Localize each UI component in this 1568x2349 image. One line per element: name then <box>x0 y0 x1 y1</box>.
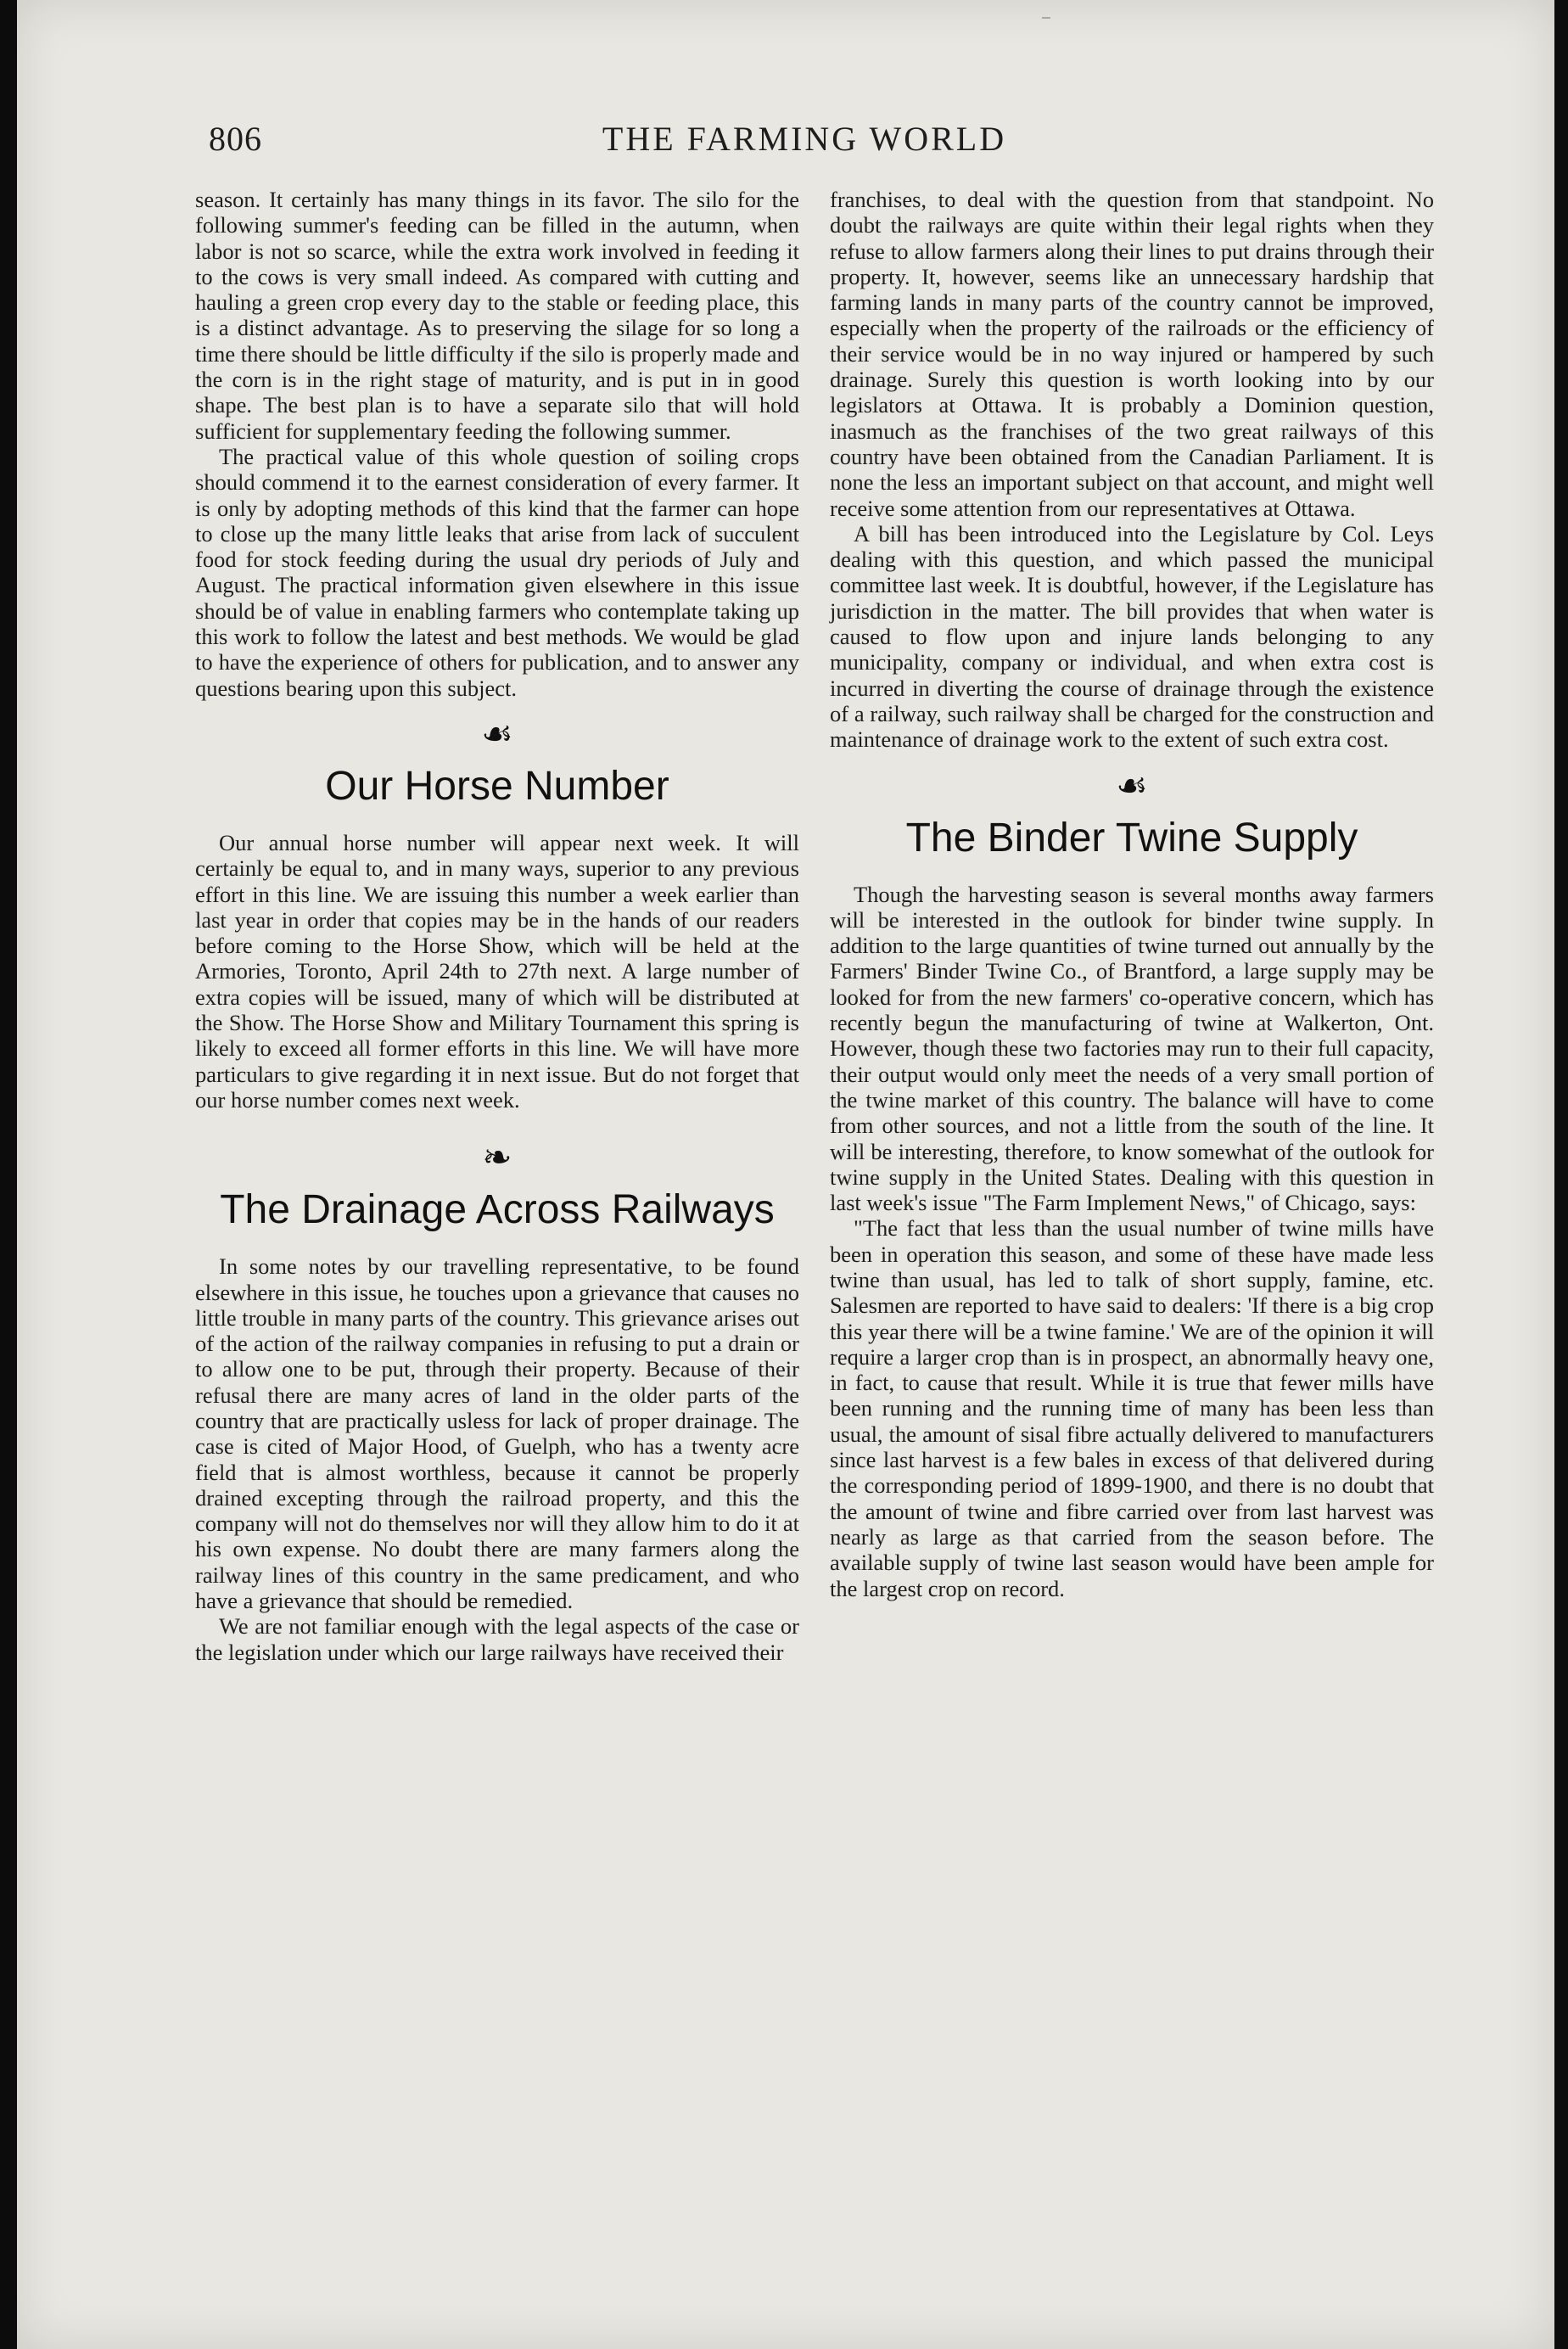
paragraph: Our annual horse number will appear next week. It will certainly be equal to, and in many ways, superior to any previous effort in this line. We are issuing this number a week earlier than last year in order that copies may be in the hands of our readers before coming to the Horse Show, which will be held at the Armories, Toronto, April 24th to 27th next. A large number of extra copies will be issued, many of which will be distributed at the Show. The Horse Show and Military Tournament this spring is likely to exceed all former efforts in this line. We will have more particulars to give regarding it in next issue. But do not forget that our horse number comes next week. <box>195 829 799 1113</box>
scan-artifact <box>1042 17 1050 19</box>
paragraph: We are not familiar enough with the legal aspects of the case or the legislation under which our large railways have received their <box>195 1613 799 1665</box>
paragraph: In some notes by our travelling representative, to be found elsewhere in this issue, he touches upon a grievance that causes no little trouble in many parts of the country. This grievance arises out of the action of the railway companies in refusing to put a drain or to allow one to be put, through their property. Because of their refusal there are many acres of land in the older parts of the country that are practically usless for lack of proper drainage. The case is cited of Major Hood, of Guelph, who has a twenty acre field that is almost worthless, because it cannot be properly drained excepting through the railroad property, and this the company will not do themselves nor will they allow him to do it at his own expense. No doubt there are many farmers along the railway lines of this country in the same predicament, and who have a grievance that should be remedied. <box>195 1253 799 1614</box>
page-number: 806 <box>209 120 262 158</box>
paragraph: The practical value of this whole question of soiling crops should commend it to the earnest consideration of every farmer. It is only by adopting methods of this kind that the farmer can hope to close up the many little leaks that arise from lack of succulent food for stock feeding during the usual dry periods of July and August. The practical information given elsewhere in this issue should be of value in enabling farmers who contemplate taking up this work to follow the latest and best methods. We would be glad to have the experience of others for publication, and to answer any questions bearing upon this subject. <box>195 443 799 701</box>
paragraph: "The fact that less than the usual number of twine mills have been in operation this season, and some of these have made less twine than usual, has led to talk of short supply, famine, etc. Salesmen are reported to have said to dealers: 'If there is a big crop this year there will be a twine famine.' We are of the opinion it will require a larger crop than is in prospect, an abnormally heavy one, in fact, to cause that result. While it is true that fewer mills have been running and the running time of many has been less than usual, the amount of sisal fibre actually delivered to manufacturers since last harvest is a few bales in excess of that delivered during the corresponding period of 1899-1900, and there is no doubt that the amount of twine and fibre carried over from last harvest was nearly as large as that carried from the season before. The available supply of twine last season would have been ample for the largest crop on record. <box>830 1215 1434 1601</box>
paragraph: season. It certainly has many things in its favor. The silo for the following summer's feeding can be filled in the autumn, when labor is not so scarce, while the extra work involved in feeding it to the cows is very small indeed. As compared with cutting and hauling a green crop every day to the stable or feeding place, this is a distinct advantage. As to preserving the silage for so long a time there should be little difficulty if the silo is properly made and the corn is in the right stage of maturity, and is put in in good shape. The best plan is to have a separate silo that will hold sufficient for supplementary feeding the following summer. <box>195 187 799 444</box>
headline-binder-twine: The Binder Twine Supply <box>905 815 1358 861</box>
headline-drainage: The Drainage Across Railways <box>220 1187 775 1233</box>
headline-horse-number: Our Horse Number <box>325 763 669 809</box>
left-column <box>195 187 799 1665</box>
ornament-icon: ❧ <box>482 1139 512 1179</box>
newspaper-page <box>17 0 1554 2349</box>
paragraph: franchises, to deal with the question from that standpoint. No doubt the railways are quite within their legal rights when they refuse to allow farmers along their lines to put drains through their property. It, however, seems like an unnecessary hardship that farming lands in many parts of the country cannot be improved, especially when the property of the railroads or the efficiency of their service would be in no way injured or hampered by such drainage. Surely this question is worth looking into by our legislators at Ottawa. It is probably a Dominion question, inasmuch as the franchises of the two great railways of this country have been obtained from the Canadian Parliament. It is none the less an important subject on that account, and might well receive some attention from our representatives at Ottawa. <box>830 187 1434 521</box>
paragraph: A bill has been introduced into the Legislature by Col. Leys dealing with this question, and which passed the municipal committee last week. It is doubtful, however, if the Legislature has jurisdiction in the matter. The bill provides that when water is caused to flow upon and injure lands belonging to any municipality, company or individual, and when extra cost is incurred in diverting the course of drainage through the existence of a railway, such railway shall be charged for the construction and maintenance of drainage work to the extent of such extra cost. <box>830 520 1434 753</box>
ornament-icon: ☙ <box>481 715 513 754</box>
right-column <box>830 187 1434 1601</box>
page-header <box>209 119 1400 170</box>
paragraph: Though the harvesting season is several months away farmers will be interested in the outlook for binder twine supply. In addition to the large quantities of twine turned out annually by the Farmers' Binder Twine Co., of Brantford, a large supply may be looked for from the new farmers' co-operative concern, which has recently begun the manufacturing of twine at Walkerton, Ont. However, though these two factories may run to their full capacity, their output would only meet the needs of a very small portion of the twine market of this country. The balance will have to come from other sources, and not a little from the south of the line. It will be interesting, therefore, to know somewhat of the outlook for twine supply in the United States. Dealing with this question in last week's issue "The Farm Implement News," of Chicago, says: <box>830 881 1434 1216</box>
masthead: THE FARMING WORLD <box>602 120 1007 158</box>
ornament-icon: ☙ <box>1116 766 1148 806</box>
